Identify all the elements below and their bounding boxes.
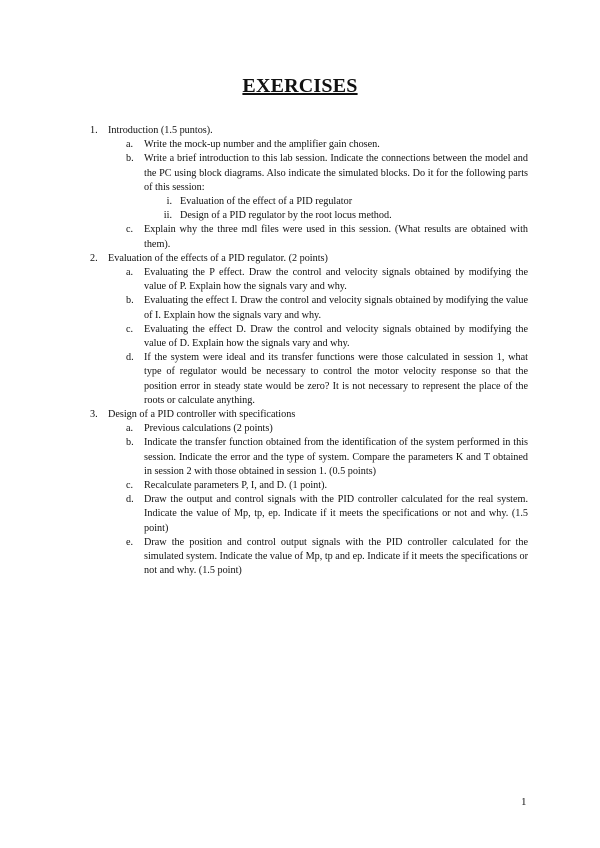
list-item [126, 479, 528, 493]
item-letter: c. [126, 224, 134, 236]
subitem-list [126, 422, 528, 578]
section-1 [90, 124, 528, 252]
item-text: Previous calculations (2 points) [144, 423, 273, 435]
item-text: Write a brief introduction to this lab session. Indicate the connections between the model and the PC using block diagrams. Also indicate the simulated blocks. Do it for the following parts of this session: [144, 153, 528, 193]
item-text: Indicate the transfer function obtained from the identification of the system performed in this session. Indicate the error and the type of system. Compare the parameters K and T obtained in session 2 with those obtained in session 1. (0.5 points) [144, 437, 528, 477]
item-letter: d. [126, 494, 134, 506]
list-item [126, 422, 528, 436]
list-item [126, 266, 528, 294]
item-text: Recalculate parameters P, I, and D. (1 point). [144, 480, 328, 492]
list-item [126, 351, 528, 408]
subitem-list [126, 266, 528, 408]
page-number: 1 [521, 796, 527, 808]
item-text: Evaluation of the effect of a PID regulator [180, 196, 353, 208]
list-item [126, 323, 528, 351]
item-text: Draw the position and control output signals with the PID controller calculated for the simulated system. Indicate the value of Mp, tp and ep. Indicate if it meets the specifications or not and why. (1.5 point) [144, 536, 528, 577]
item-letter: b. [126, 295, 134, 307]
item-text: Explain why the three mdl files were used in this session. (What results are obtained with them). [144, 224, 528, 250]
item-letter: c. [126, 480, 134, 492]
list-item [126, 436, 528, 479]
item-text: If the system were ideal and its transfer functions were those calculated in session 1, what type of regulator would be necessary to control the motor velocity response so that the position error in steady state would be zero? It is not necessary to represent the place of the roots or calculate anything. [144, 352, 528, 406]
item-letter: c. [126, 323, 134, 335]
list-item [126, 152, 528, 223]
item-letter: b. [126, 437, 134, 449]
roman-list [163, 195, 528, 223]
subitem-list [126, 138, 528, 252]
section-heading: Design of a PID controller with specifications [108, 409, 296, 421]
list-item [126, 138, 528, 152]
list-item [126, 223, 528, 251]
list-item [126, 294, 528, 322]
item-roman: i. [166, 196, 172, 208]
list-item [126, 493, 528, 536]
section-2 [90, 252, 528, 408]
item-letter: d. [126, 352, 134, 364]
item-text: Evaluating the effect D. Draw the control and velocity signals obtained by modifying the value of D. Explain how the signals vary and why. [144, 323, 528, 350]
list-item [163, 209, 528, 223]
section-3 [90, 408, 528, 578]
item-text: Evaluating the effect I. Draw the control and velocity signals obtained by modifying the value of I. Explain how the signals vary and why. [144, 295, 528, 321]
item-letter: e. [126, 536, 134, 548]
item-letter: a. [126, 423, 134, 435]
section-heading: Introduction (1.5 puntos). [108, 125, 213, 136]
exercise-list [90, 124, 528, 579]
list-item [166, 195, 528, 209]
item-letter: a. [126, 139, 134, 151]
section-number: 1. [90, 125, 98, 136]
item-text: Write the mock-up number and the amplifier gain chosen. [144, 139, 380, 151]
page-title: EXERCISES [242, 75, 358, 97]
section-number: 2. [90, 252, 98, 264]
list-item [126, 536, 528, 579]
item-text: Design of a PID regulator by the root locus method. [180, 210, 392, 222]
item-text: Evaluating the P effect. Draw the control and velocity signals obtained by modifying the value of P. Explain how the signals vary and why. [144, 267, 528, 293]
section-number: 3. [90, 409, 98, 421]
item-letter: b. [126, 153, 134, 165]
item-roman: ii. [163, 210, 172, 222]
item-letter: a. [126, 267, 134, 279]
item-text: Draw the output and control signals with the PID controller calculated for the real system. Indicate the value of Mp, tp, ep. Indicate if it meets the specifications or not and why. (1.5 point) [144, 494, 528, 534]
section-heading: Evaluation of the effects of a PID regulator. (2 points) [108, 252, 328, 264]
